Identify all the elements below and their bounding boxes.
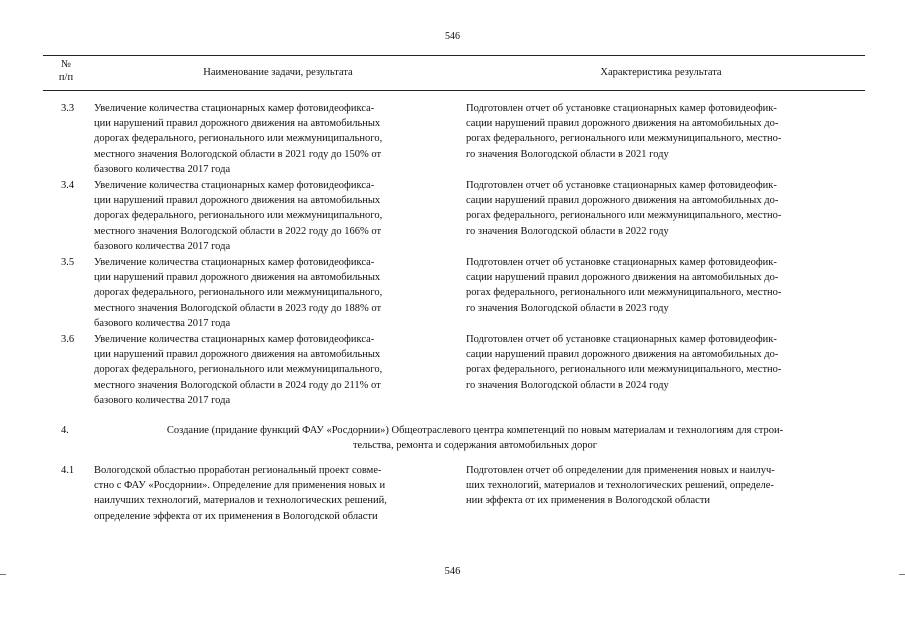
result-text: [466, 332, 858, 393]
result-line: Подготовлен отчет об установке стационарных камер фотовидеофик-: [466, 257, 777, 268]
result-line: го значения Вологодской области в 2022 году: [466, 225, 669, 237]
result-text: [466, 463, 858, 509]
task-line: дорогах федерального, регионального или межмуниципального,: [94, 364, 383, 376]
task-line: ции нарушений правил дорожного движения на автомобильных: [94, 118, 381, 130]
page-number-top: 546: [445, 31, 460, 42]
section-title-line: тельства, ремонта и содержания автомобильных дорог: [352, 440, 598, 452]
task-line: Вологодской областью проработан региональный проект совме-: [94, 465, 382, 476]
task-text: [94, 332, 455, 408]
task-line: дорогах федерального, регионального или межмуниципального,: [94, 133, 383, 145]
task-line: ции нарушений правил дорожного движения на автомобильных: [94, 272, 381, 284]
row-number: 3.4: [61, 180, 75, 191]
row-number: 4.1: [61, 465, 75, 476]
result-line: сации нарушений правил дорожного движения на автомобильных до-: [466, 195, 779, 207]
task-line: стно с ФАУ «Росдорнии». Определение для применения новых и: [94, 480, 386, 492]
result-line: сации нарушений правил дорожного движения на автомобильных до-: [466, 272, 779, 284]
result-line: рогах федерального, регионального или межмуниципального, местно-: [466, 133, 782, 145]
header-task: Наименование задачи, результата: [203, 67, 353, 78]
task-line: местного значения Вологодской области в 2022 году до 166% от: [94, 225, 382, 237]
header-characteristic: Характеристика результата: [600, 67, 722, 78]
header-num: [48, 58, 84, 84]
task-line: местного значения Вологодской области в 2023 году до 188% от: [94, 302, 382, 314]
task-line: Увеличение количества стационарных камер фотовидеофикса-: [94, 180, 375, 191]
result-line: Подготовлен отчет об установке стационарных камер фотовидеофик-: [466, 103, 777, 114]
task-line: местного значения Вологодской области в 2024 году до 211% от: [94, 379, 381, 391]
result-line: рогах федерального, регионального или межмуниципального, местно-: [466, 364, 782, 376]
task-line: Увеличение количества стационарных камер фотовидеофикса-: [94, 103, 375, 114]
crop-mark-left: [0, 574, 6, 575]
result-line: сации нарушений правил дорожного движения на автомобильных до-: [466, 118, 779, 130]
row-number: 3.3: [61, 103, 75, 114]
result-line: сации нарушений правил дорожного движения на автомобильных до-: [466, 349, 779, 361]
task-line: базового количества 2017 года: [94, 163, 231, 175]
result-line: го значения Вологодской области в 2021 году: [466, 148, 669, 160]
crop-mark-right: [899, 574, 905, 575]
task-line: базового количества 2017 года: [94, 240, 231, 252]
result-line: го значения Вологодской области в 2024 году: [466, 379, 669, 391]
row-number: 3.5: [61, 257, 75, 268]
task-line: определение эффекта от их применения в Вологодской области: [94, 510, 378, 522]
section-title: [94, 423, 856, 453]
result-line: ших технологий, материалов и технологических решений, определе-: [466, 480, 774, 492]
result-line: Подготовлен отчет об установке стационарных камер фотовидеофик-: [466, 180, 777, 191]
header-num-symbol: №: [60, 59, 72, 70]
task-line: ции нарушений правил дорожного движения на автомобильных: [94, 195, 381, 207]
row-number: 3.6: [61, 334, 75, 345]
task-line: Увеличение количества стационарных камер фотовидеофикса-: [94, 334, 375, 345]
result-text: [466, 178, 858, 239]
table-header-rule: [43, 90, 865, 91]
section-title-line: Создание (придание функций ФАУ «Росдорнии») Общеотраслевого центра компетенций по новым материалам и технологиям для строи-: [166, 425, 784, 436]
result-text: [466, 255, 858, 316]
task-text: [94, 463, 455, 524]
task-text: [94, 255, 455, 331]
task-line: Увеличение количества стационарных камер фотовидеофикса-: [94, 257, 375, 268]
task-line: местного значения Вологодской области в 2021 году до 150% от: [94, 148, 382, 160]
task-line: ции нарушений правил дорожного движения на автомобильных: [94, 349, 381, 361]
section-number: 4.: [61, 425, 69, 436]
result-line: рогах федерального, регионального или межмуниципального, местно-: [466, 210, 782, 222]
task-line: наилучших технологий, материалов и технологических решений,: [94, 495, 387, 507]
result-line: рогах федерального, регионального или межмуниципального, местно-: [466, 287, 782, 299]
task-line: дорогах федерального, регионального или межмуниципального,: [94, 287, 383, 299]
header-num-abbrev: п/п: [58, 72, 74, 83]
task-line: базового количества 2017 года: [94, 317, 231, 329]
task-line: базового количества 2017 года: [94, 394, 231, 406]
page-number-bottom: 546: [444, 566, 461, 577]
task-line: дорогах федерального, регионального или межмуниципального,: [94, 210, 383, 222]
result-line: нии эффекта от их применения в Вологодской области: [466, 495, 711, 507]
result-line: Подготовлен отчет об установке стационарных камер фотовидеофик-: [466, 334, 777, 345]
task-text: [94, 101, 455, 177]
result-line: Подготовлен отчет об определении для применения новых и наилуч-: [466, 465, 775, 476]
task-text: [94, 178, 455, 254]
table-top-rule: [43, 55, 865, 56]
result-line: го значения Вологодской области в 2023 году: [466, 302, 669, 314]
result-text: [466, 101, 858, 162]
